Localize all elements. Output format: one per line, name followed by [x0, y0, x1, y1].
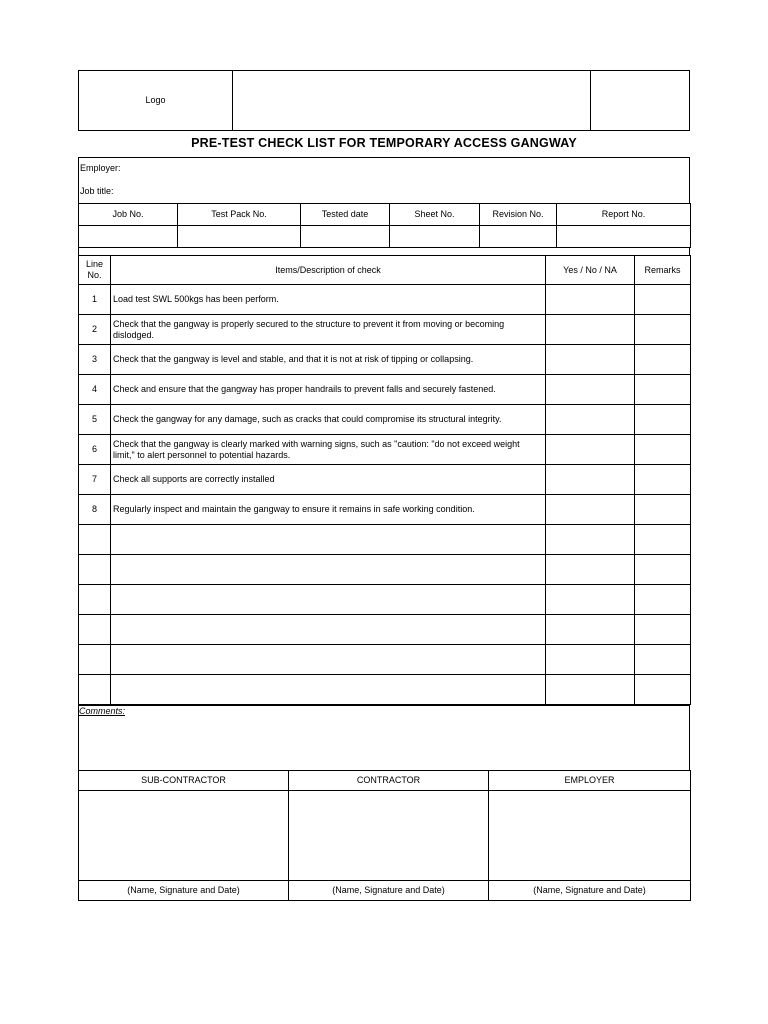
- line-no: 7: [79, 465, 111, 495]
- remarks-cell[interactable]: [635, 615, 691, 645]
- yes-no-na-cell[interactable]: [546, 345, 635, 375]
- report-no-header: Report No.: [557, 204, 691, 226]
- remarks-cell[interactable]: [635, 585, 691, 615]
- revision-no-value[interactable]: [480, 226, 557, 248]
- empty-row: [79, 675, 691, 705]
- yes-no-na-cell[interactable]: [546, 615, 635, 645]
- empty-row: [79, 645, 691, 675]
- remarks-cell[interactable]: [635, 555, 691, 585]
- comments-label: Comments:: [79, 706, 126, 716]
- line-no-header: Line No.: [79, 256, 111, 285]
- sub-contractor-header: SUB-CONTRACTOR: [79, 771, 289, 791]
- contractor-header: CONTRACTOR: [289, 771, 489, 791]
- checklist-table: [78, 255, 691, 705]
- tested-date-header: Tested date: [301, 204, 390, 226]
- test-pack-no-value[interactable]: [178, 226, 301, 248]
- job-info-table: [78, 203, 691, 248]
- yes-no-na-cell[interactable]: [546, 525, 635, 555]
- yes-no-na-cell[interactable]: [546, 405, 635, 435]
- job-no-header: Job No.: [79, 204, 178, 226]
- remarks-cell[interactable]: [635, 285, 691, 315]
- line-no: 1: [79, 285, 111, 315]
- yes-no-na-cell[interactable]: [546, 435, 635, 465]
- line-no: 8: [79, 495, 111, 525]
- logo-placeholder: Logo: [145, 95, 166, 105]
- remarks-cell[interactable]: [635, 645, 691, 675]
- sub-contractor-signature-label: (Name, Signature and Date): [79, 881, 289, 901]
- yes-no-na-cell[interactable]: [546, 285, 635, 315]
- empty-row: [79, 525, 691, 555]
- yes-no-na-cell[interactable]: [546, 315, 635, 345]
- sheet-no-header: Sheet No.: [390, 204, 480, 226]
- sub-contractor-signature-area[interactable]: [79, 791, 289, 881]
- yes-no-na-header: Yes / No / NA: [546, 256, 635, 285]
- line-no: 5: [79, 405, 111, 435]
- remarks-cell[interactable]: [635, 495, 691, 525]
- report-no-value[interactable]: [557, 226, 691, 248]
- comments-box[interactable]: [78, 705, 690, 771]
- tested-date-value[interactable]: [301, 226, 390, 248]
- description-header: Items/Description of check: [111, 256, 546, 285]
- header-divider-right: [590, 70, 591, 131]
- remarks-cell[interactable]: [635, 315, 691, 345]
- contractor-signature-area[interactable]: [289, 791, 489, 881]
- remarks-cell[interactable]: [635, 435, 691, 465]
- check-description: Check that the gangway is clearly marked with warning signs, such as "caution: "do not exceed weight limit," to alert personnel to potential hazards.: [111, 435, 546, 465]
- yes-no-na-cell[interactable]: [546, 675, 635, 705]
- yes-no-na-cell[interactable]: [546, 645, 635, 675]
- check-description: Check that the gangway is level and stable, and that it is not at risk of tipping or collapsing.: [111, 345, 546, 375]
- check-description: Check all supports are correctly installed: [111, 465, 546, 495]
- contractor-signature-label: (Name, Signature and Date): [289, 881, 489, 901]
- info-box: [78, 157, 690, 204]
- check-description: Regularly inspect and maintain the gangway to ensure it remains in safe working condition.: [111, 495, 546, 525]
- check-description: Check the gangway for any damage, such as cracks that could compromise its structural integrity.: [111, 405, 546, 435]
- check-description: Check that the gangway is properly secured to the structure to prevent it from moving or becoming dislodged.: [111, 315, 546, 345]
- check-description: Load test SWL 500kgs has been perform.: [111, 285, 546, 315]
- remarks-cell[interactable]: [635, 345, 691, 375]
- yes-no-na-cell[interactable]: [546, 555, 635, 585]
- test-pack-no-header: Test Pack No.: [178, 204, 301, 226]
- employer-signature-label: (Name, Signature and Date): [489, 881, 691, 901]
- line-no: 4: [79, 375, 111, 405]
- sheet-no-value[interactable]: [390, 226, 480, 248]
- remarks-cell[interactable]: [635, 405, 691, 435]
- revision-no-header: Revision No.: [480, 204, 557, 226]
- header-divider-left: [232, 70, 233, 131]
- line-no: 6: [79, 435, 111, 465]
- yes-no-na-cell[interactable]: [546, 495, 635, 525]
- employer-header: EMPLOYER: [489, 771, 691, 791]
- remarks-cell[interactable]: [635, 525, 691, 555]
- empty-row: [79, 555, 691, 585]
- yes-no-na-cell[interactable]: [546, 375, 635, 405]
- job-no-value[interactable]: [79, 226, 178, 248]
- remarks-cell[interactable]: [635, 675, 691, 705]
- employer-signature-area[interactable]: [489, 791, 691, 881]
- signature-table: [78, 770, 691, 901]
- remarks-header: Remarks: [635, 256, 691, 285]
- yes-no-na-cell[interactable]: [546, 585, 635, 615]
- job-title-label: Job title:: [80, 186, 114, 196]
- page-title: PRE-TEST CHECK LIST FOR TEMPORARY ACCESS GANGWAY: [191, 136, 577, 150]
- remarks-cell[interactable]: [635, 375, 691, 405]
- check-description: Check and ensure that the gangway has proper handrails to prevent falls and securely fastened.: [111, 375, 546, 405]
- line-no: 2: [79, 315, 111, 345]
- yes-no-na-cell[interactable]: [546, 465, 635, 495]
- employer-label: Employer:: [80, 163, 121, 173]
- empty-row: [79, 585, 691, 615]
- empty-row: [79, 615, 691, 645]
- remarks-cell[interactable]: [635, 465, 691, 495]
- line-no: 3: [79, 345, 111, 375]
